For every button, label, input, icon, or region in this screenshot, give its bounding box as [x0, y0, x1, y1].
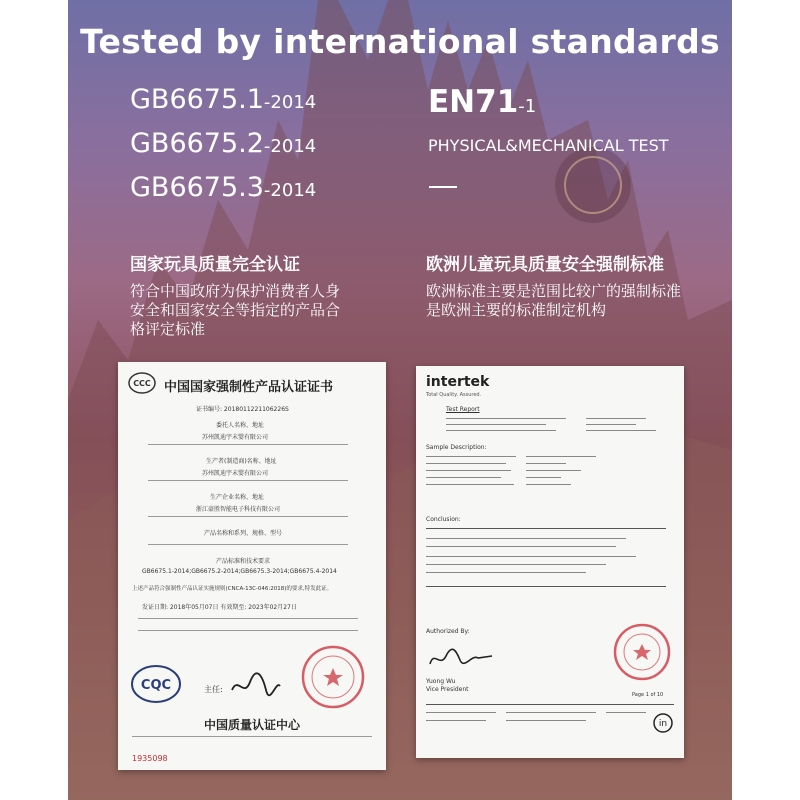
report-rule — [426, 456, 516, 457]
sample-heading: Sample Description: — [426, 444, 487, 451]
director-label: 主任: — [204, 685, 223, 694]
ccc-rule — [148, 444, 348, 445]
report-rule — [586, 430, 656, 431]
report-rule — [426, 477, 501, 478]
gb-standard-3: GB6675.3-2014 — [130, 172, 317, 203]
report-rule — [426, 564, 606, 565]
report-rule — [426, 463, 506, 464]
ccc-line: 上述产品符合强制性产品认证实施规则(CNCA-13C-046:2018)的要求,特发此证。 — [132, 586, 333, 592]
ccc-cert-number: 证书编号: 2018011221106226S — [196, 406, 289, 413]
svg-text:in: in — [658, 719, 668, 729]
report-rule — [426, 704, 674, 705]
right-description: 欧洲标准主要是范围比较广的强制标准 是欧洲主要的标准制定机构 — [426, 282, 682, 319]
ccc-line: GB6675.1-2014;GB6675.2-2014;GB6675.3-2014;GB6675.4-2014 — [142, 568, 337, 575]
report-rule — [446, 424, 546, 425]
right-heading: 欧洲儿童玩具质量安全强制标准 — [426, 255, 664, 275]
ccc-line: 苏州凯迪宇未婴有限公司 — [202, 434, 269, 441]
report-rule — [426, 712, 496, 713]
ccc-line: 浙江豪胜智能电子科技有限公司 — [196, 506, 281, 513]
red-seal-icon — [300, 644, 366, 710]
ccc-line: 苏州凯迪宇未婴有限公司 — [202, 470, 269, 477]
report-rule — [526, 477, 561, 478]
report-rule — [426, 546, 616, 547]
authorized-label: Authorized By: — [426, 628, 470, 635]
report-rule — [426, 556, 636, 557]
report-rule — [606, 712, 646, 713]
ccc-line: 生产企业名称、地址 — [210, 494, 265, 501]
signer-name: Yuong Wu — [426, 678, 456, 685]
ccc-serial: 1935098 — [132, 754, 168, 763]
report-rule — [526, 456, 596, 457]
en-dash-divider — [429, 186, 457, 188]
intertek-circle-logo-icon — [652, 712, 674, 734]
svg-text:CQC: CQC — [140, 678, 172, 693]
en-standard: EN71-1 — [428, 84, 537, 120]
report-heading: Test Report — [446, 406, 480, 413]
report-rule — [526, 463, 566, 464]
report-rule — [426, 484, 514, 485]
report-rule — [526, 470, 581, 471]
report-rule — [446, 418, 566, 419]
cqc-stamp-icon — [130, 664, 182, 704]
ccc-line: 发证日期: 2018年05月07日 有效期至: 2023年02月27日 — [142, 604, 297, 611]
ccc-rule — [138, 630, 358, 631]
ccc-rule — [132, 736, 372, 737]
intertek-logo: intertek — [426, 374, 490, 390]
report-rule — [506, 720, 586, 721]
gb-standard-1: GB6675.1-2014 — [130, 84, 317, 115]
director-signature — [228, 670, 284, 700]
page-title: Tested by international standards — [80, 22, 720, 61]
svg-text:CCC: CCC — [133, 379, 151, 388]
ccc-rule — [148, 544, 348, 545]
report-rule — [426, 538, 626, 539]
report-rule — [426, 586, 666, 587]
ccc-issuer: 中国质量认证中心 — [204, 718, 301, 732]
ccc-cert-title: 中国国家强制性产品认证证书 — [164, 380, 334, 395]
page-indicator: Page 1 of 10 — [632, 692, 664, 698]
intertek-tagline: Total Quality. Assured. — [426, 392, 482, 398]
report-rule — [586, 418, 646, 419]
ccc-line: 委托人名称、地址 — [216, 422, 265, 429]
ccc-line: 产品标准和技术要求 — [216, 558, 271, 565]
ccc-logo-icon — [128, 372, 156, 394]
authorized-signature — [426, 642, 496, 672]
report-rule — [426, 470, 511, 471]
gb-standard-2: GB6675.2-2014 — [130, 128, 317, 159]
intertek-red-seal-icon — [612, 622, 672, 682]
report-rule — [426, 572, 586, 573]
conclusion-heading: Conclusion: — [426, 516, 461, 523]
report-rule — [526, 484, 571, 485]
ccc-line: 生产者(制造商)名称、地址 — [206, 458, 277, 465]
report-rule — [586, 424, 636, 425]
report-rule — [426, 528, 666, 529]
report-rule — [506, 712, 596, 713]
ccc-certificate-image — [118, 362, 386, 770]
ccc-rule — [148, 516, 348, 517]
ccc-rule — [148, 480, 348, 481]
en-test-label: PHYSICAL&MECHANICAL TEST — [428, 136, 669, 155]
report-rule — [426, 720, 486, 721]
report-rule — [446, 430, 556, 431]
signer-title: Vice President — [426, 686, 469, 693]
ccc-rule — [138, 618, 358, 619]
ccc-line: 产品名称和系列、规格、型号 — [204, 530, 283, 537]
intertek-report-image — [416, 366, 684, 758]
left-description: 符合中国政府为保护消费者人身 安全和国家安全等指定的产品合 格评定标准 — [130, 282, 341, 338]
left-heading: 国家玩具质量完全认证 — [130, 255, 300, 275]
poster-background — [68, 0, 732, 800]
